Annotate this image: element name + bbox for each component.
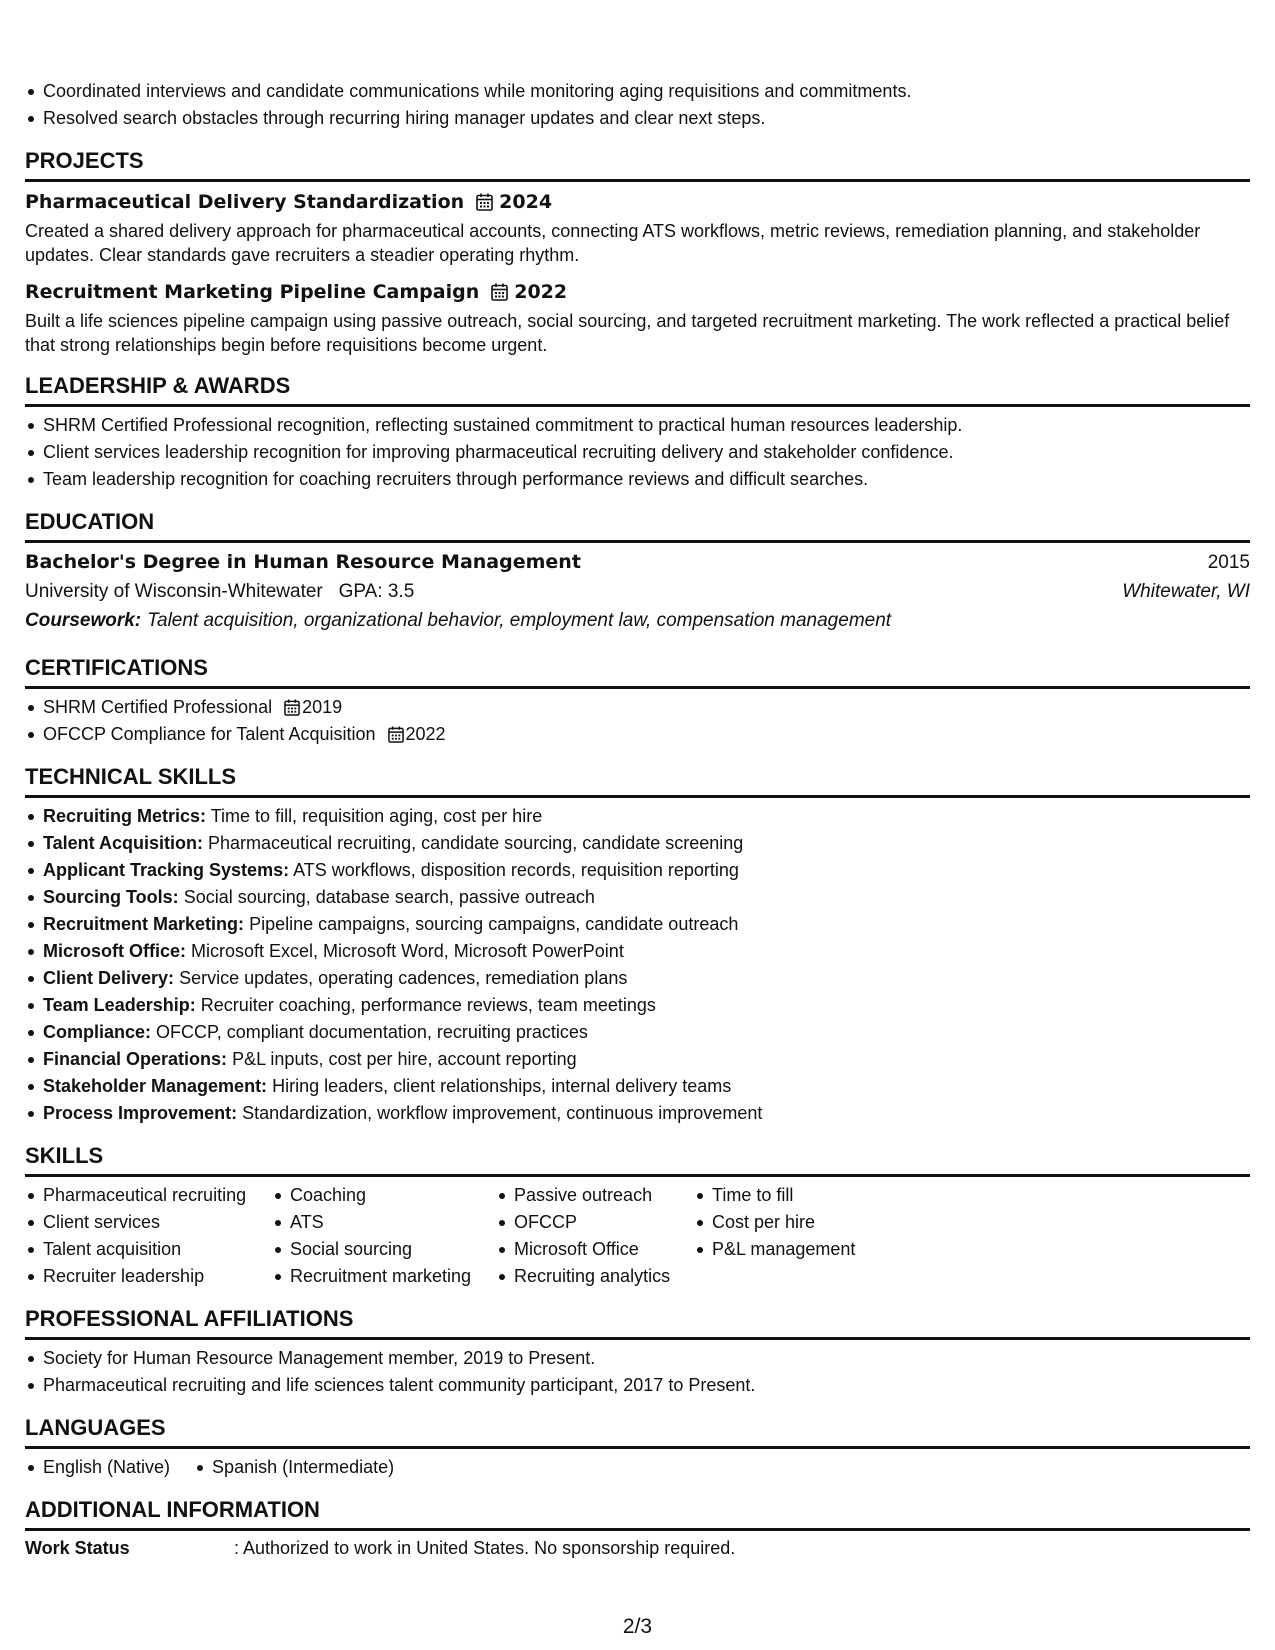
list-item: Client services leadership recognition for improving pharmaceutical recruiting delivery and stakeholder confidence. bbox=[25, 439, 1250, 466]
affiliations-list bbox=[25, 1345, 1250, 1399]
list-item bbox=[25, 884, 1250, 911]
project-name: Pharmaceutical Delivery Standardization bbox=[25, 191, 465, 213]
section-title: LANGUAGES bbox=[25, 1413, 1250, 1449]
technical-skills-section bbox=[25, 762, 1250, 1127]
page-number: 2/3 bbox=[622, 1615, 653, 1638]
list-item bbox=[25, 1100, 1250, 1127]
projects-section bbox=[25, 146, 1250, 357]
list-item bbox=[25, 1046, 1250, 1073]
resume-page bbox=[25, 78, 1250, 1562]
skill-category: Sourcing Tools: bbox=[43, 887, 179, 907]
education-section bbox=[25, 507, 1250, 635]
leadership-section bbox=[25, 371, 1250, 493]
certification-year: 2019 bbox=[302, 697, 343, 717]
project-name: Recruitment Marketing Pipeline Campaign bbox=[25, 281, 480, 303]
list-item: Client services bbox=[25, 1209, 272, 1236]
skills-column bbox=[25, 1182, 272, 1290]
list-item: Talent acquisition bbox=[25, 1236, 272, 1263]
list-item: P&L management bbox=[694, 1236, 914, 1263]
certifications-list bbox=[25, 694, 1250, 748]
list-item: Social sourcing bbox=[272, 1236, 496, 1263]
list-item bbox=[25, 992, 1250, 1019]
coursework-row bbox=[25, 606, 1250, 635]
list-item: Cost per hire bbox=[694, 1209, 914, 1236]
section-title: CERTIFICATIONS bbox=[25, 653, 1250, 689]
calendar-icon bbox=[284, 699, 300, 716]
skill-category: Compliance: bbox=[43, 1022, 152, 1042]
list-item: Pharmaceutical recruiting and life sciences talent community participant, 2017 to Present. bbox=[25, 1372, 1250, 1399]
skill-values: Recruiter coaching, performance reviews, team meetings bbox=[200, 995, 656, 1015]
list-item: Resolved search obstacles through recurring hiring manager updates and clear next steps. bbox=[25, 105, 1250, 132]
languages-section bbox=[25, 1413, 1250, 1481]
certifications-section bbox=[25, 653, 1250, 748]
skill-values: Standardization, workflow improvement, continuous improvement bbox=[242, 1103, 763, 1123]
education-school-row bbox=[25, 577, 1250, 606]
skill-category: Financial Operations: bbox=[43, 1049, 228, 1069]
work-status-label: Work Status bbox=[25, 1538, 130, 1558]
project-year: 2024 bbox=[499, 191, 553, 213]
section-title: EDUCATION bbox=[25, 507, 1250, 543]
list-item bbox=[25, 1073, 1250, 1100]
list-item: Microsoft Office bbox=[496, 1236, 694, 1263]
skill-category: Applicant Tracking Systems: bbox=[43, 860, 290, 880]
list-item bbox=[25, 857, 1250, 884]
skill-values: OFCCP, compliant documentation, recruiting practices bbox=[156, 1022, 588, 1042]
languages-list bbox=[25, 1454, 1250, 1481]
list-item bbox=[25, 1019, 1250, 1046]
skill-values: Time to fill, requisition aging, cost per hire bbox=[210, 806, 543, 826]
list-item: Society for Human Resource Management member, 2019 to Present. bbox=[25, 1345, 1250, 1372]
list-item bbox=[25, 721, 1250, 748]
additional-section bbox=[25, 1495, 1250, 1562]
education-header-row bbox=[25, 548, 1250, 577]
list-item: Pharmaceutical recruiting bbox=[25, 1182, 272, 1209]
section-title: LEADERSHIP & AWARDS bbox=[25, 371, 1250, 407]
list-item: Recruiting analytics bbox=[496, 1263, 694, 1290]
list-item bbox=[25, 911, 1250, 938]
coursework-label: Coursework: bbox=[25, 610, 142, 631]
list-item: Recruitment marketing bbox=[272, 1263, 496, 1290]
school: University of Wisconsin-Whitewater GPA: 3.5 bbox=[25, 581, 415, 602]
list-item: ATS bbox=[272, 1209, 496, 1236]
calendar-icon bbox=[491, 283, 508, 301]
skill-category: Recruiting Metrics: bbox=[43, 806, 207, 826]
list-item: English (Native) bbox=[25, 1454, 170, 1481]
skill-values: Pharmaceutical recruiting, candidate sourcing, candidate screening bbox=[208, 833, 744, 853]
experience-bullets bbox=[25, 78, 1250, 132]
skills-grid bbox=[25, 1177, 1250, 1290]
list-item: Coordinated interviews and candidate communications while monitoring aging requisitions and commitments. bbox=[25, 78, 1250, 105]
skills-section bbox=[25, 1141, 1250, 1290]
project-description: Created a shared delivery approach for pharmaceutical accounts, connecting ATS workflows, metric reviews, remediation planning, and stakeholder updates. Clear standards gave recruiters a steadier operating rhythm. bbox=[25, 221, 1201, 265]
section-title: ADDITIONAL INFORMATION bbox=[25, 1495, 1250, 1531]
list-item bbox=[25, 803, 1250, 830]
list-item: Team leadership recognition for coaching recruiters through performance reviews and difficult searches. bbox=[25, 466, 1250, 493]
skill-category: Client Delivery: bbox=[43, 968, 175, 988]
certification-name: SHRM Certified Professional bbox=[43, 697, 273, 717]
list-item: Recruiter leadership bbox=[25, 1263, 272, 1290]
skill-values: Social sourcing, database search, passive outreach bbox=[183, 887, 595, 907]
certification-year: 2022 bbox=[405, 724, 446, 744]
project-title bbox=[25, 277, 1250, 307]
list-item bbox=[25, 938, 1250, 965]
skill-category: Talent Acquisition: bbox=[43, 833, 203, 853]
skills-column bbox=[694, 1182, 914, 1290]
list-item: OFCCP bbox=[496, 1209, 694, 1236]
calendar-icon bbox=[476, 193, 493, 211]
certification-name: OFCCP Compliance for Talent Acquisition bbox=[43, 724, 376, 744]
calendar-icon bbox=[388, 726, 404, 743]
technical-skills-list bbox=[25, 803, 1250, 1127]
work-status-value: : Authorized to work in United States. No sponsorship required. bbox=[234, 1538, 736, 1558]
skill-category: Process Improvement: bbox=[43, 1103, 238, 1123]
list-item: Time to fill bbox=[694, 1182, 914, 1209]
coursework: Talent acquisition, organizational behavior, employment law, compensation management bbox=[147, 610, 892, 631]
skill-category: Team Leadership: bbox=[43, 995, 196, 1015]
list-item bbox=[25, 965, 1250, 992]
section-title: PROFESSIONAL AFFILIATIONS bbox=[25, 1304, 1250, 1340]
list-item: Coaching bbox=[272, 1182, 496, 1209]
skill-category: Stakeholder Management: bbox=[43, 1076, 268, 1096]
list-item: SHRM Certified Professional recognition, reflecting sustained commitment to practical human resources leadership. bbox=[25, 412, 1250, 439]
skill-values: Service updates, operating cadences, remediation plans bbox=[179, 968, 628, 988]
project-description: Built a life sciences pipeline campaign using passive outreach, social sourcing, and targeted recruitment marketing. The work reflected a practical belief that strong relationships begin before requisitions become urgent. bbox=[25, 311, 1230, 355]
degree: Bachelor's Degree in Human Resource Management bbox=[25, 551, 581, 573]
skill-values: Microsoft Excel, Microsoft Word, Microsoft PowerPoint bbox=[191, 941, 624, 961]
list-item: Spanish (Intermediate) bbox=[194, 1454, 394, 1481]
skill-values: Hiring leaders, client relationships, internal delivery teams bbox=[272, 1076, 732, 1096]
section-title: PROJECTS bbox=[25, 146, 1250, 182]
skill-category: Recruitment Marketing: bbox=[43, 914, 245, 934]
skill-values: ATS workflows, disposition records, requisition reporting bbox=[293, 860, 739, 880]
section-title: TECHNICAL SKILLS bbox=[25, 762, 1250, 798]
list-item: Passive outreach bbox=[496, 1182, 694, 1209]
section-title: SKILLS bbox=[25, 1141, 1250, 1177]
list-item bbox=[25, 830, 1250, 857]
skills-column bbox=[272, 1182, 496, 1290]
work-status-row bbox=[25, 1534, 1250, 1562]
list-item bbox=[25, 694, 1250, 721]
skill-values: P&L inputs, cost per hire, account reporting bbox=[232, 1049, 577, 1069]
school-location: Whitewater, WI bbox=[1122, 581, 1250, 602]
project-year: 2022 bbox=[514, 281, 568, 303]
skill-values: Pipeline campaigns, sourcing campaigns, candidate outreach bbox=[249, 914, 739, 934]
affiliations-section bbox=[25, 1304, 1250, 1399]
project-title bbox=[25, 187, 1250, 217]
skills-column bbox=[496, 1182, 694, 1290]
graduation-year: 2015 bbox=[1207, 552, 1250, 573]
leadership-list bbox=[25, 412, 1250, 493]
skill-category: Microsoft Office: bbox=[43, 941, 187, 961]
